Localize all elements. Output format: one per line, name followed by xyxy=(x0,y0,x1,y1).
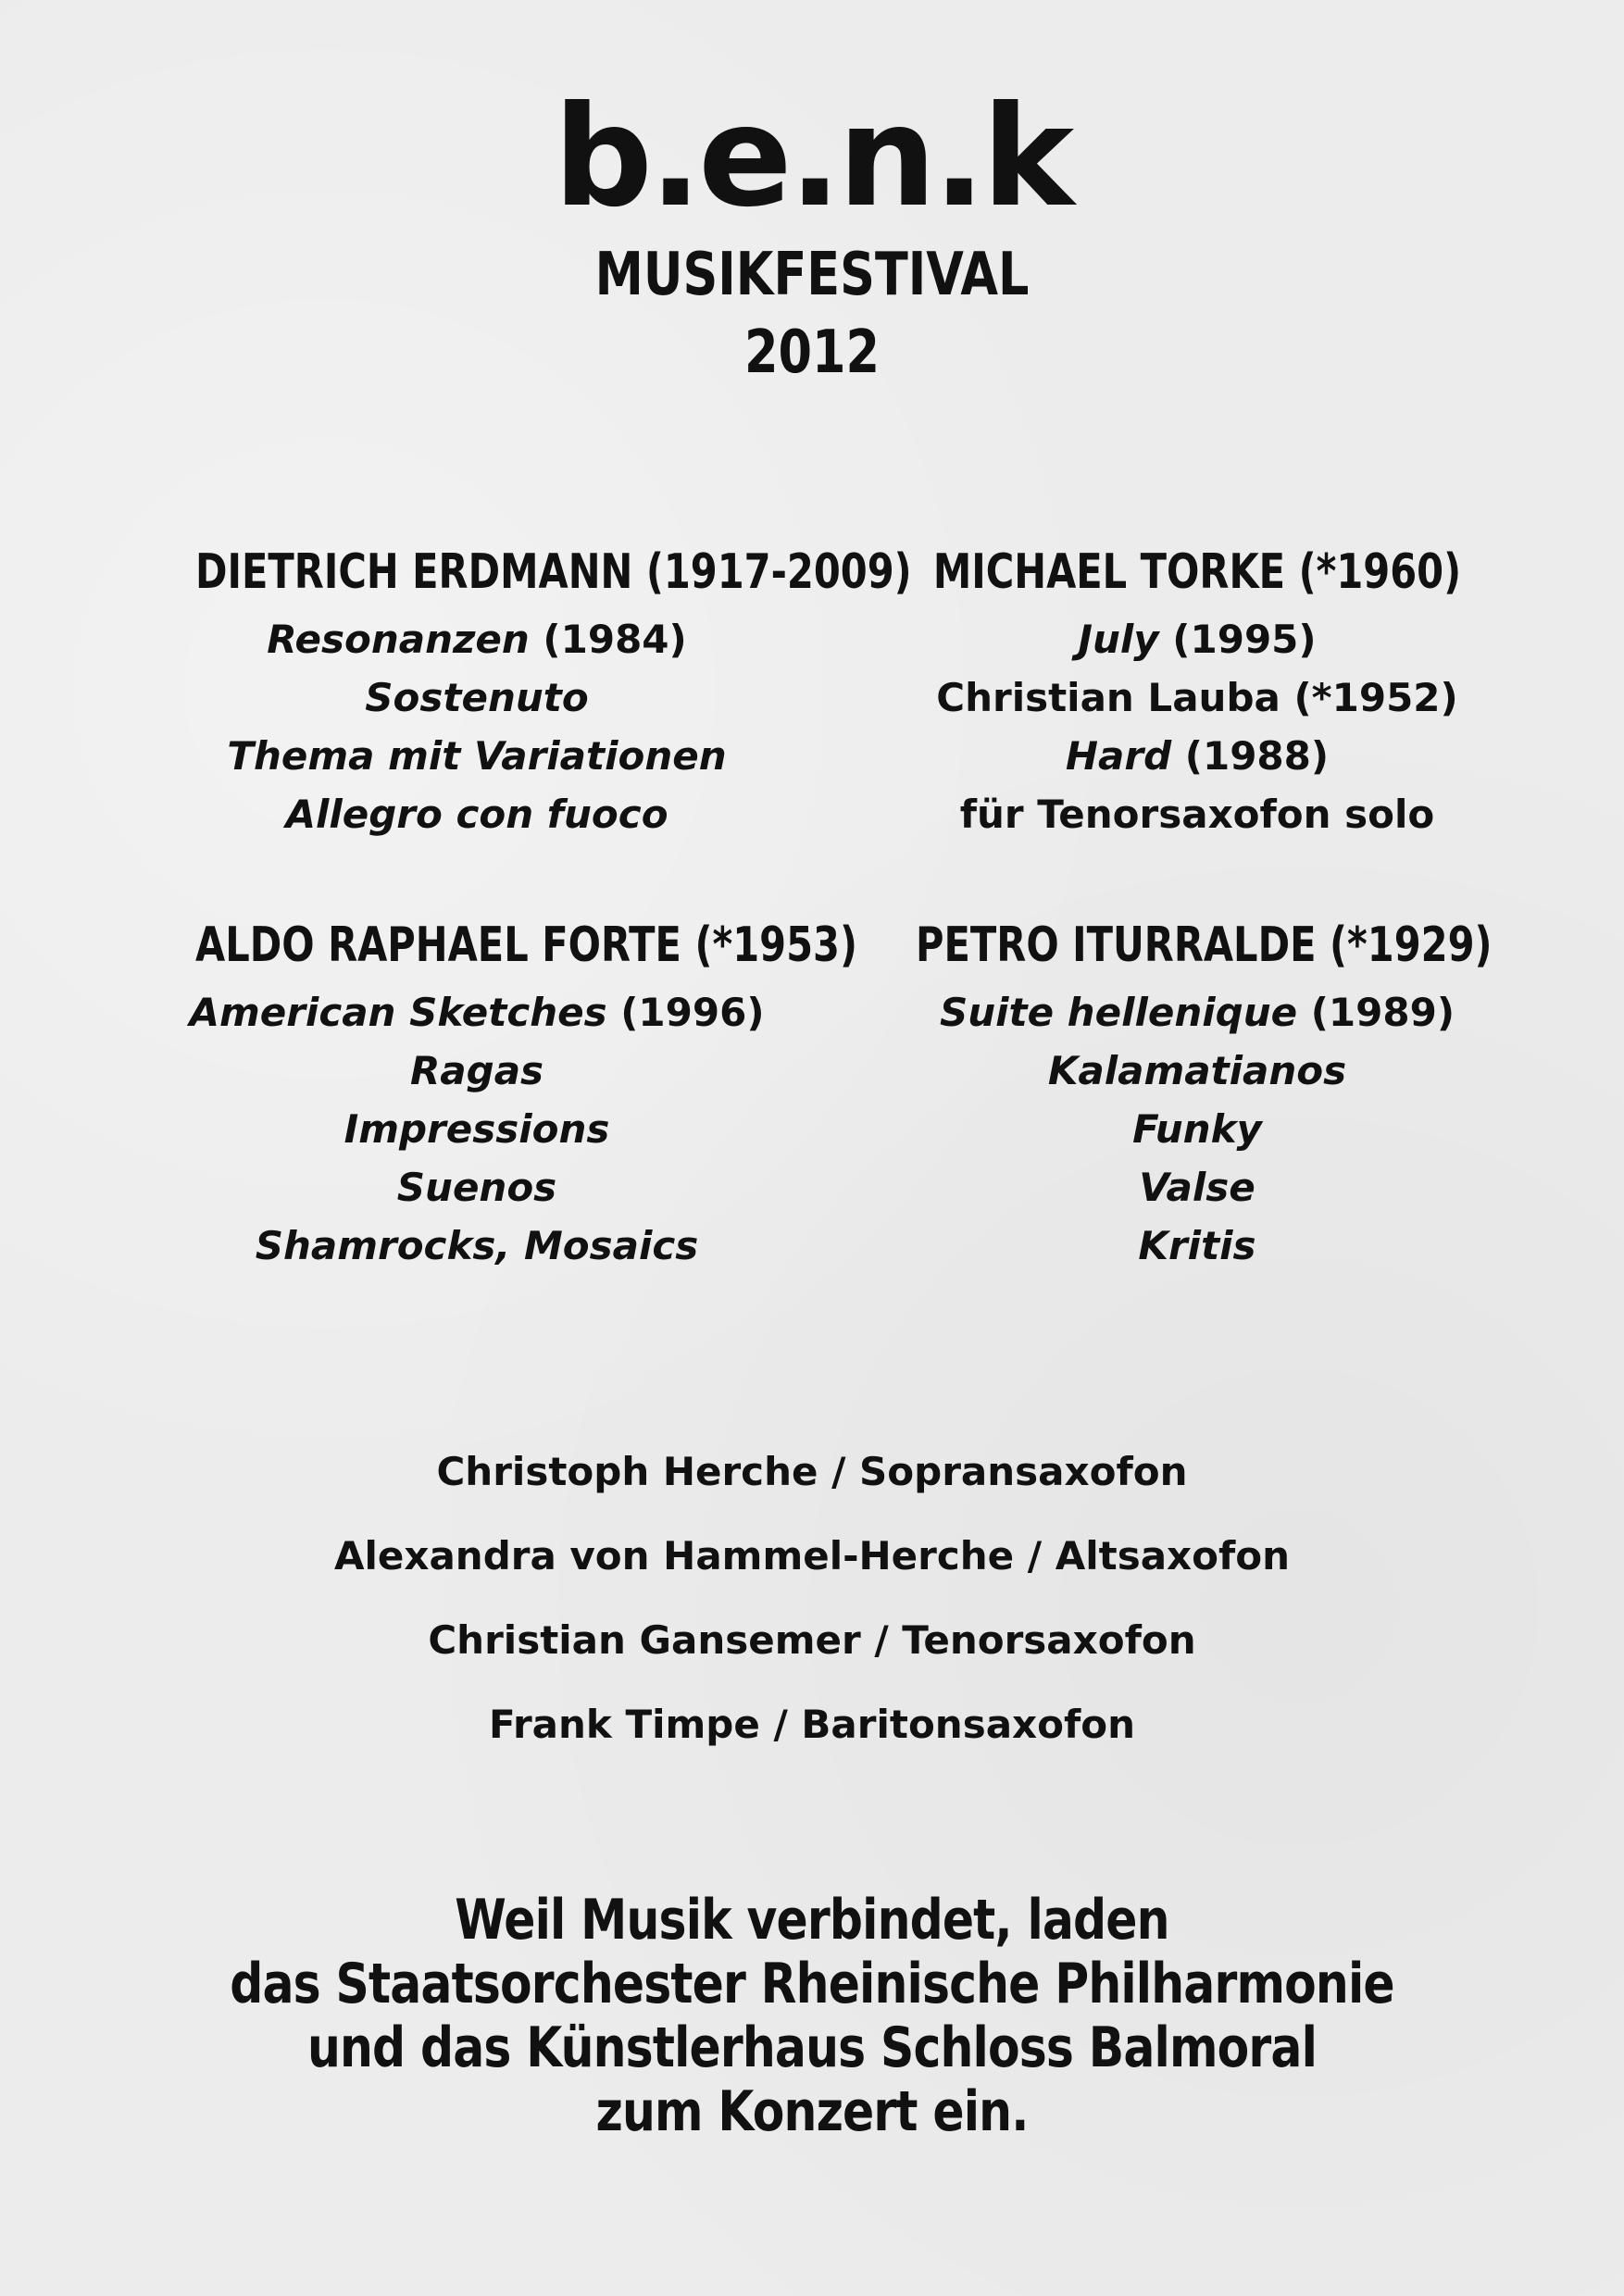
work-extra: (1995) xyxy=(1158,617,1317,662)
program-line xyxy=(125,610,829,668)
festival-logo: b.e.n.k xyxy=(553,77,1071,238)
invitation-line: Weil Musik verbindet, laden xyxy=(455,1888,1169,1953)
work-extra: (1996) xyxy=(606,990,765,1035)
work-extra: für Tenorsaxofon solo xyxy=(959,792,1435,837)
performer-line: Alexandra von Hammel-Herche / Altsaxofon xyxy=(333,1533,1291,1578)
composer-heading: DIETRICH ERDMANN (1917-2009) xyxy=(195,544,912,600)
invitation-text xyxy=(0,1889,1624,2144)
work-extra: (1989) xyxy=(1297,990,1455,1035)
work-title: Shamrocks, Mosaics xyxy=(255,1223,699,1268)
program-line xyxy=(125,668,829,727)
work-extra: (1988) xyxy=(1171,733,1330,779)
work-title: Valse xyxy=(1139,1165,1255,1210)
program-line xyxy=(845,1100,1549,1158)
program-line xyxy=(845,1042,1549,1100)
program-line xyxy=(125,1042,829,1100)
work-title: Suenos xyxy=(396,1165,557,1210)
performer-line: Christian Gansemer / Tenorsaxofon xyxy=(428,1617,1196,1663)
work-title: American Sketches xyxy=(189,990,607,1035)
festival-title: MUSIKFESTIVAL xyxy=(594,241,1030,309)
composer-heading: MICHAEL TORKE (*1960) xyxy=(932,544,1462,600)
work-title: Funky xyxy=(1132,1106,1262,1152)
performer-line: Frank Timpe / Baritonsaxofon xyxy=(488,1702,1136,1747)
invitation-line: und das Künstlerhaus Schloss Balmoral xyxy=(306,2015,1318,2080)
work-title: Ragas xyxy=(409,1048,544,1093)
program-block-torke xyxy=(845,542,1549,843)
work-title: Impressions xyxy=(344,1106,610,1152)
performer-line: Christoph Herche / Sopransaxofon xyxy=(436,1449,1188,1494)
program-line xyxy=(845,1158,1549,1217)
festival-year: 2012 xyxy=(743,318,881,387)
composer-heading: ALDO RAPHAEL FORTE (*1953) xyxy=(195,917,857,973)
program-line xyxy=(845,727,1549,785)
program-line xyxy=(125,1217,829,1275)
work-extra: Christian Lauba (*1952) xyxy=(936,675,1458,720)
header xyxy=(0,77,1624,388)
work-title: Kalamatianos xyxy=(1047,1048,1347,1093)
work-title: Hard xyxy=(1065,733,1172,779)
program-line xyxy=(125,1100,829,1158)
program-line xyxy=(845,1217,1549,1275)
program-line xyxy=(125,785,829,843)
program-line xyxy=(845,785,1549,843)
invitation-line: das Staatsorchester Rheinische Philharmonie xyxy=(230,1952,1394,2016)
work-extra: (1984) xyxy=(529,617,687,662)
performers-list xyxy=(0,1449,1624,1786)
invitation-line: zum Konzert ein. xyxy=(595,2079,1029,2144)
work-title: Resonanzen xyxy=(267,617,530,662)
program-line xyxy=(845,668,1549,727)
work-title: Suite hellenique xyxy=(939,990,1298,1035)
work-title: Allegro con fuoco xyxy=(285,792,668,837)
work-title: Kritis xyxy=(1138,1223,1256,1268)
program-block-erdmann xyxy=(125,542,912,843)
program-block-iturralde xyxy=(845,915,1549,1275)
program-line xyxy=(125,727,829,785)
program-line xyxy=(125,1158,829,1217)
work-title: Sostenuto xyxy=(365,675,589,720)
work-title: July xyxy=(1078,617,1159,662)
program-line xyxy=(845,983,1549,1042)
program-line xyxy=(845,610,1549,668)
program-line xyxy=(125,983,829,1042)
program-block-forte xyxy=(125,915,857,1275)
work-title: Thema mit Variationen xyxy=(227,733,727,779)
composer-heading: PETRO ITURRALDE (*1929) xyxy=(916,917,1493,973)
